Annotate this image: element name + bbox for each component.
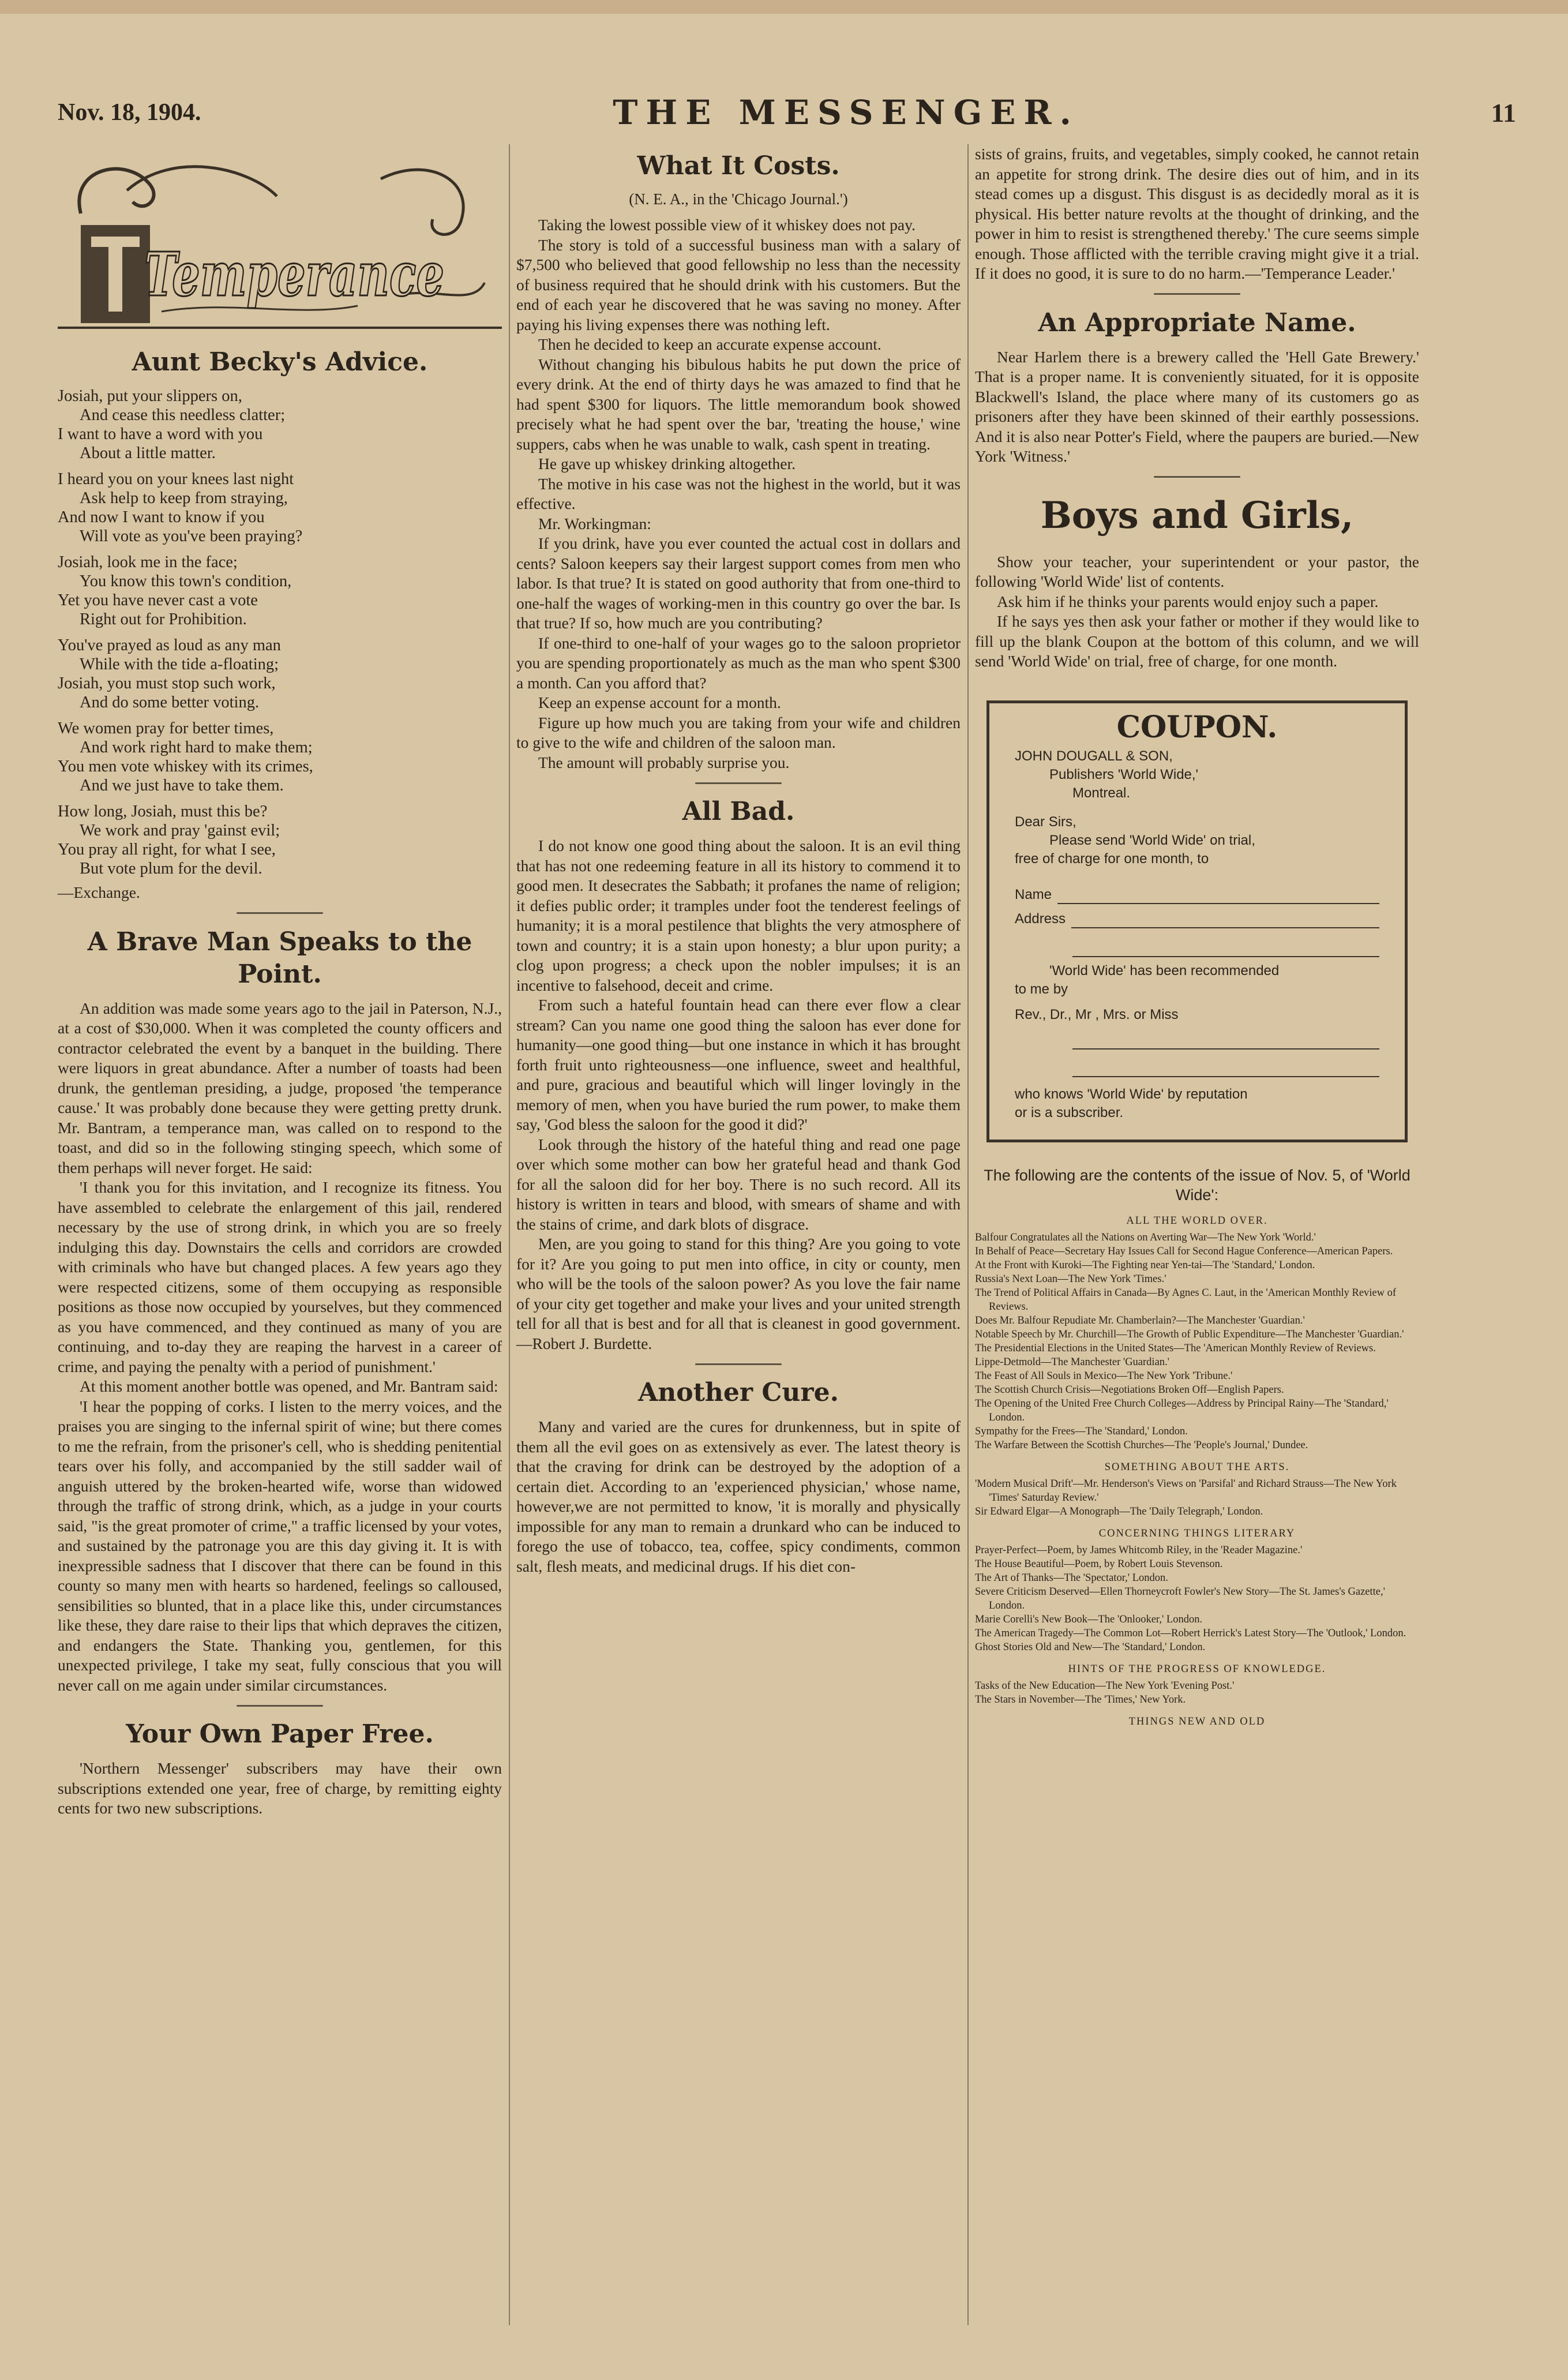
coupon-recommend-1: 'World Wide' has been recommended [1049,962,1280,979]
cure-continued: sists of grains, fruits, and vegetables, simply cooked, he cannot retain an appetite for strong drink. The desire dies out of him, and in its stead comes up a disgust. This disgust is as decidedly moral as it is physical. His better nature revolts at the thought of drinking, and the power in him to resist is strengthened thereby.' The cure seems simple enough. Those afflicted with the terrible craving might give it a trial. If it does no good, it is sure to do no harm.—'Temperance Leader.' [975,145,1419,282]
paragraph: Near Harlem there is a brewery called the 'Hell Gate Brewery.' That is a proper name. It is conveniently situated, for it is opposite Blackwell's Island, the place where many of its customers go as prisoners after they have been skinned of their earthly possessions. And it is also near Potter's Field, where the paupers are buried.—New York 'Witness.' [975,347,1419,465]
contents-entry: The Stars in November—The 'Times,' New York. [975,1693,1186,1706]
contents-entry: Severe Criticism Deserved—Ellen Thorneycroft Fowler's New Story—The St. James's Gazette,' London. [975,1586,1385,1611]
contents-entry: At the Front with Kuroki—The Fighting near Yen-tai—The 'Standard,' London. [975,1259,1315,1271]
contents-entry: Notable Speech by Mr. Churchill—The Growth of Public Expenditure—The Manchester 'Guardian.' [975,1328,1404,1340]
column-rule [509,144,510,2325]
coupon-name-label: Name [1015,886,1052,902]
contents-entry: The Presidential Elections in the United States—The 'American Monthly Review of Reviews. [975,1342,1376,1354]
paragraph: Keep an expense account for a month. [538,694,781,711]
contents-section-heading: CONCERNING THINGS LITERARY [1098,1527,1296,1539]
paragraph: At this moment another bottle was opened, and Mr. Bantram said: [80,1377,498,1395]
paragraph: An addition was made some years ago to the jail in Paterson, N.J., at a cost of $30,000. When it was completed the county officers and contractor celebrated the event by a banquet in the building. There were liquors in great abundance. After a number of toasts had been drunk, the gentleman presiding, a judge, proposed 'the temperance cause.' It was probably done because they were getting pretty drunk. Mr. Bantram, a temperance man, was called on to respond to the toast, and did so in the following stinging speech, which some of them perhaps will never forget. He said: [58,999,502,1176]
poem-line: We work and pray 'gainst evil; [80,822,280,839]
coupon-recommend-2: to me by [1015,981,1068,997]
poem-stanza [58,553,502,629]
poem-line: And do some better voting. [80,694,260,711]
poem-line: And we just have to take them. [80,777,284,794]
coupon-knows-2: or is a subscriber. [1015,1104,1124,1120]
contents-entry: Tasks of the New Education—The New York 'Evening Post.' [975,1680,1235,1692]
paragraph: I do not know one good thing about the saloon. It is an evil thing that has not one redeeming feature in all its history to commend it to good men. It desecrates the Sabbath; it profanes the name of religion; it defies public order; it tramples under foot the tenderest feelings of humanity; it is a moral pestilence that blights the very atmosphere of town and country; it is a stain upon honesty; a blur upon purity; a clog upon progress; a check upon the nobler impulses; it is an incentive to falsehood, deceit and crime. [516,837,961,994]
costs-body [516,215,961,773]
divider [58,906,502,920]
contents-entry: The Opening of the United Free Church Colleges—Address by Principal Rainy—The 'Standard,' London. [975,1397,1389,1423]
paragraph: The story is told of a successful business man with a salary of $7,500 who believed that good fellowship no less than the necessity of business required that he should drink with his customers. But the end of each year he discovered that he was saving no money. After paying his living expenses there was nothing left. [516,235,961,333]
advice-poem [58,387,502,878]
contents-entry: Russia's Next Loan—The New York 'Times.' [975,1273,1166,1285]
temperance-ornament-icon [58,144,502,340]
contents-entry: The Feast of All Souls in Mexico—The New York 'Tribune.' [975,1370,1233,1382]
paragraph: From such a hateful fountain head can there ever flow a clear stream? Can you name one good thing the saloon has ever done for humanity—one good thing—but one instance in which it has brought forth fruit unto righteousness—one influence, sweet and healthful, and pure, gracious and beautiful which will linger lovingly in the memory of men, when you have buried the rum power, to make them say, 'God bless the saloon for the good it did?' [516,996,961,1133]
contents-entry: The Scottish Church Crisis—Negotiations Broken Off—English Papers. [975,1384,1284,1396]
coupon-heading: COUPON. [1116,709,1278,745]
paragraph: The amount will probably surprise you. [538,753,790,771]
boys-title: Boys and Girls, [1040,493,1354,537]
boys-body [975,552,1419,672]
paragraph: Show your teacher, your superintendent or your pastor, the following 'World Wide' list of contents. [975,552,1419,590]
poem-line: While with the tide a-floating; [80,655,279,673]
poem-line: How long, Josiah, must this be? [58,803,268,820]
cure-title: Another Cure. [638,1378,839,1407]
issue-date: Nov. 18, 1904. [58,99,201,126]
page-edge [0,0,1568,14]
paragraph: 'I thank you for this invitation, and I recognize its fitness. You have assembled to celebrate the enlargement of this jail, rendered necessary by the use of strong drink, in which you are so freely indulging this day. Downstairs the cells and corridors are crowded with criminals who have but changed places. A few years ago they were respected citizens, some of them occupying as responsible positions as those now occupied by yourselves, but they commenced as you have commenced, and they continued as many of you are continuing, and to-day they are reaping the harvest in a career of crime, and paying the penalty with a period of punishment.' [58,1178,502,1375]
paragraph: Ask him if he thinks your parents would enjoy such a paper. [997,592,1379,610]
paper-title: THE MESSENGER. [613,93,1079,132]
coupon-body-1: Please send 'World Wide' on trial, [1049,832,1255,848]
paragraph: Taking the lowest possible view of it whiskey does not pay. [538,216,916,234]
contents-section-heading: THINGS NEW AND OLD [1128,1715,1266,1727]
poem-stanza [58,387,502,463]
poem-line: Josiah, put your slippers on, [58,387,242,405]
contents-entry: The American Tragedy—The Common Lot—Robert Herrick's Latest Story—The 'Outlook,' London. [975,1627,1406,1639]
page-number: 11 [1491,98,1516,128]
costs-byline: (N. E. A., in the 'Chicago Journal.') [629,190,848,208]
coupon-name-field[interactable] [1015,886,1379,904]
poem-line: And cease this needless clatter; [80,406,286,424]
poem-line: Josiah, look me in the face; [58,553,238,571]
coupon-address-label: Address [1015,910,1066,927]
poem-stanza [58,470,502,546]
poem-line: You've prayed as loud as any man [58,636,281,654]
contents-entry: In Behalf of Peace—Secretary Hay Issues Call for Second Hague Conference—American Papers. [975,1245,1393,1257]
paragraph: Many and varied are the cures for drunkenness, but in spite of them all the evil goes on as extensively as ever. The latest theory is that the craving for drink can be destroyed by the adoption of a certain diet. According to an 'experienced physician,' whose name, however,we are not permitted to know, 'it is morally and physically impossible for any man to remain a drunkard who can be induced to forego the use of tobacco, tea, coffee, spicy condiments, common salt, flesh meats, and medicinal drugs. If his diet con- [516,1418,961,1575]
poem-line: Yet you have never cast a vote [58,591,258,609]
paragraph: Mr. Workingman: [538,514,651,533]
column-3 [975,144,1419,1731]
poem-line: You know this town's condition, [80,572,292,590]
coupon-knows-1: who knows 'World Wide' by reputation [1015,1086,1248,1102]
advice-title: Aunt Becky's Advice. [132,347,428,377]
allbad-title: All Bad. [682,797,795,826]
poem-line: Will vote as you've been praying? [80,527,303,545]
coupon-salutation: Dear Sirs, [1015,814,1076,830]
paragraph: 'I hear the popping of corks. I listen to the merry voices, and the praises you are singing to the infernal spirit of wine; but there comes to me the refrain, from the prisoner's cell, who is shedding penitential tears over his folly, and accompanied by the still sadder wail of anguish uttered by the broken-hearted wife, worse than widowed through the traffic of strong drink, which, as a judge in your courts said, "is the great promoter of crime," a traffic licensed by your votes, and sustained by the patronage you are this day giving it. It is with inexpressible sadness that I discover that there can be found in this county so many men with hearts so hardened, feelings so calloused, sensibilities so blunted, that in a place like this, under circumstances like these, they dare raise to their lips that which depraves the citizen, and endangers the State. Thanking you, gentlemen, for this unexpected privilege, I take my seat, fully conscious that you will never call on me again under similar circumstances. [58,1397,502,1694]
contents-entry: The Warfare Between the Scottish Churches—The 'People's Journal,' Dundee. [975,1439,1308,1451]
poem-line: Ask help to keep from straying, [80,489,288,507]
contents-list [975,1215,1419,1728]
divider [516,1357,961,1371]
poem-line: About a little matter. [80,444,216,462]
coupon-address-2: Publishers 'World Wide,' [1049,766,1199,782]
contents-entry: Sir Edward Elgar—A Monograph—The 'Daily Telegraph,' London. [975,1505,1263,1517]
temperance-logo [58,144,502,340]
coupon-address-3: Montreal. [1072,785,1131,801]
paragraph: Figure up how much you are taking from your wife and children to give to the wife and children of the saloon man. [516,713,961,751]
paragraph: If you drink, have you ever counted the actual cost in dollars and cents? Saloon keepers say their largest support comes from men who labor. Is that true? It is stated on good authority that from one-third to one-half the wages of working-men in this country go over the bar. Is that true? If so, how much are you contributing? [516,534,961,632]
paragraph: He gave up whiskey drinking altogether. [538,455,796,473]
paragraph: Look through the history of the hateful thing and read one page over which some mother can bow her grateful head and thank God for all the saloon did for her boy. There is no such record. All its history is written in tears and blood, with smears of shame and with the stains of crime, and dark blots of disgrace. [516,1135,961,1233]
divider [975,287,1419,301]
address-line-2[interactable] [1072,934,1379,957]
paper-free-title: Your Own Paper Free. [126,1719,434,1749]
contents-section-heading: HINTS OF THE PROGRESS OF KNOWLEDGE. [1068,1663,1326,1675]
poem-line: I heard you on your knees last night [58,470,294,488]
contents-section-heading: SOMETHING ABOUT THE ARTS. [1104,1461,1290,1473]
contents-entry: Does Mr. Balfour Repudiate Mr. Chamberlain?—The Manchester 'Guardian.' [975,1314,1305,1326]
contents-entry: The Art of Thanks—The 'Spectator,' London. [975,1572,1168,1584]
poem-line: You men vote whiskey with its crimes, [58,758,313,775]
masthead [58,87,1516,138]
coupon-titles: Rev., Dr., Mr , Mrs. or Miss [1015,1006,1179,1022]
poem-line: And work right hard to make them; [80,739,313,756]
coupon-body-2: free of charge for one month, to [1015,850,1209,867]
contents-entry: 'Modern Musical Drift'—Mr. Henderson's Views on 'Parsifal' and Richard Strauss—The New York 'Times' Saturday Review.' [975,1478,1397,1504]
poem-stanza [58,719,502,795]
paragraph: If he says yes then ask your father or mother if they would like to fill up the blank Coupon at the bottom of this column, and we will send 'World Wide' on trial, free of charge, for one month. [975,612,1419,670]
contents-entry: Lippe-Detmold—The Manchester 'Guardian.' [975,1356,1169,1368]
poem-stanza [58,802,502,878]
address-line[interactable] [1071,912,1379,928]
contents-entry: Marie Corelli's New Book—The 'Onlooker,' London. [975,1613,1203,1625]
divider [516,776,961,790]
column-1 [58,144,502,1819]
coupon-address-1: JOHN DOUGALL & SON, [1015,748,1173,764]
cure-body [516,1417,961,1576]
divider [58,1699,502,1712]
poem-source: —Exchange. [58,883,140,901]
contents-intro: The following are the contents of the issue of Nov. 5, of 'World Wide': [984,1166,1411,1204]
column-2 [516,144,961,1576]
coupon-address-field[interactable] [1015,910,1379,928]
divider [975,470,1419,484]
poem-line: And now I want to know if you [58,508,265,526]
contents-entry: The Trend of Political Affairs in Canada—By Agnes C. Laut, in the 'American Monthly Review of Reviews. [975,1287,1397,1313]
poem-line: I want to have a word with you [58,425,263,443]
costs-title: What It Costs. [637,151,840,181]
contents-entry: Balfour Congratulates all the Nations on Averting War—The New York 'World.' [975,1231,1316,1243]
poem-line: You pray all right, for what I see, [58,841,276,859]
poem-line: But vote plum for the devil. [80,860,262,878]
brave-title: A Brave Man Speaks to the Point. [87,927,472,989]
paragraph: Without changing his bibulous habits he put down the price of every drink. At the end of thirty days he was amazed to find that he had spent $300 for liquors. The little memorandum book showed precisely what he had spent over the bar, 'treating the house,' wine suppers, cabs when he was unable to walk, cash spent in treating. [516,355,961,453]
paragraph: Men, are you going to stand for this thing? Are you going to vote for it? Are you going to put men into office, in city or county, men who will be the tools of the saloon power? As you love the fair name of your city get together and make your lives and your united strength tell for all that is best and for all that is cleanest in good government.—Robert J. Burdette. [516,1235,961,1352]
temperance-logo-text: Temperance [144,239,444,310]
column-rule [967,144,969,2325]
poem-line: Josiah, you must stop such work, [58,674,276,692]
name-line[interactable] [1057,888,1379,904]
contents-section-heading: ALL THE WORLD OVER. [1126,1215,1268,1227]
poem-line: Right out for Prohibition. [80,610,247,628]
poem-stanza [58,636,502,712]
contents-entry: Ghost Stories Old and New—The 'Standard,' London. [975,1641,1206,1653]
allbad-body [516,836,961,1354]
recommender-line-1[interactable] [1072,1026,1379,1050]
poem-line: We women pray for better times, [58,719,274,737]
name-title: An Appropriate Name. [1038,308,1356,338]
name-body [975,347,1419,467]
contents-entry: The House Beautiful—Poem, by Robert Louis Stevenson. [975,1558,1223,1570]
contents-entry: Sympathy for the Frees—The 'Standard,' London. [975,1425,1188,1437]
recommender-line-2[interactable] [1072,1054,1379,1077]
paragraph: If one-third to one-half of your wages go to the saloon proprietor you are spending proportionately as much as the man who spent $300 a month. Can you afford that? [516,634,961,692]
contents-entry: Prayer-Perfect—Poem, by James Whitcomb Riley, in the 'Reader Magazine.' [975,1544,1303,1556]
brave-body [58,999,502,1696]
paragraph: 'Northern Messenger' subscribers may have their own subscriptions extended one year, free of charge, by remitting eighty cents for two new subscriptions. [58,1759,502,1817]
coupon-form [986,700,1408,1142]
paper-free-body [58,1759,502,1819]
paragraph: The motive in his case was not the highest in the world, but it was effective. [516,474,961,512]
paragraph: Then he decided to keep an accurate expense account. [538,335,881,353]
